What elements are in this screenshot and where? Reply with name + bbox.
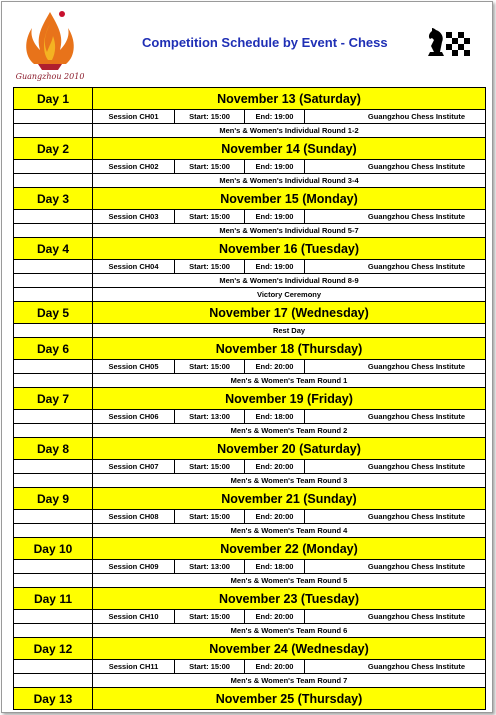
event-row <box>14 174 486 188</box>
blank-cell <box>14 424 93 438</box>
date-label: November 13 (Saturday) <box>93 88 486 110</box>
blank-cell <box>14 274 93 288</box>
event-name: Men's & Women's Individual Round 1-2 <box>93 124 486 138</box>
blank-cell <box>14 374 93 388</box>
event-name: Men's & Women's Team Round 6 <box>93 624 486 638</box>
session-row <box>14 260 486 274</box>
event-name: Men's & Women's Individual Round 5-7 <box>93 224 486 238</box>
day-header-row <box>14 638 486 660</box>
event-row <box>14 574 486 588</box>
blank-cell <box>14 474 93 488</box>
date-label: November 17 (Wednesday) <box>93 302 486 324</box>
event-name: Men's & Women's Team Round 7 <box>93 674 486 688</box>
day-label: Day 1 <box>14 88 93 110</box>
day-header-row <box>14 138 486 160</box>
date-label: November 21 (Sunday) <box>93 488 486 510</box>
event-row <box>14 374 486 388</box>
session-row <box>14 560 486 574</box>
start-time: Start: 13:00 <box>175 560 245 574</box>
date-label: November 18 (Thursday) <box>93 338 486 360</box>
event-name: Victory Ceremony <box>93 288 486 302</box>
start-time: Start: 15:00 <box>175 510 245 524</box>
chess-pictogram-icon <box>422 22 472 62</box>
blank-cell <box>14 410 93 424</box>
day-header-row <box>14 488 486 510</box>
date-label: November 22 (Monday) <box>93 538 486 560</box>
event-row <box>14 674 486 688</box>
start-time: Start: 15:00 <box>175 360 245 374</box>
session-code: Session CH05 <box>93 360 175 374</box>
asian-games-torch-logo <box>12 6 88 82</box>
venue-name: Guangzhou Chess Institute <box>305 160 486 174</box>
day-header-row <box>14 588 486 610</box>
end-time: End: 19:00 <box>245 110 305 124</box>
blank-cell <box>14 524 93 538</box>
start-time: Start: 15:00 <box>175 210 245 224</box>
blank-cell <box>14 160 93 174</box>
blank-cell <box>14 360 93 374</box>
day-header-row <box>14 238 486 260</box>
event-name: Men's & Women's Team Round 3 <box>93 474 486 488</box>
event-row <box>14 124 486 138</box>
venue-name: Guangzhou Chess Institute <box>305 460 486 474</box>
date-label: November 24 (Wednesday) <box>93 638 486 660</box>
venue-name: Guangzhou Chess Institute <box>305 410 486 424</box>
page-title: Competition Schedule by Event - Chess <box>142 35 388 50</box>
blank-cell <box>14 624 93 638</box>
day-header-row <box>14 88 486 110</box>
blank-cell <box>14 174 93 188</box>
day-label: Day 5 <box>14 302 93 324</box>
day-label: Day 9 <box>14 488 93 510</box>
session-code: Session CH08 <box>93 510 175 524</box>
blank-cell <box>14 110 93 124</box>
event-row <box>14 224 486 238</box>
venue-name: Guangzhou Chess Institute <box>305 360 486 374</box>
day-header-row <box>14 302 486 324</box>
date-label: November 25 (Thursday) <box>93 688 486 710</box>
event-name: Men's & Women's Team Round 2 <box>93 424 486 438</box>
event-name: Men's & Women's Team Round 1 <box>93 374 486 388</box>
venue-name: Guangzhou Chess Institute <box>305 210 486 224</box>
day-label: Day 13 <box>14 688 93 710</box>
blank-cell <box>14 674 93 688</box>
blank-cell <box>14 124 93 138</box>
session-code: Session CH04 <box>93 260 175 274</box>
date-label: November 23 (Tuesday) <box>93 588 486 610</box>
session-code: Session CH10 <box>93 610 175 624</box>
event-name: Rest Day <box>93 324 486 338</box>
day-header-row <box>14 438 486 460</box>
session-row <box>14 610 486 624</box>
start-time: Start: 13:00 <box>175 410 245 424</box>
session-row <box>14 210 486 224</box>
event-name: Men's & Women's Individual Round 3-4 <box>93 174 486 188</box>
session-row <box>14 660 486 674</box>
event-row <box>14 424 486 438</box>
end-time: End: 20:00 <box>245 510 305 524</box>
start-time: Start: 15:00 <box>175 160 245 174</box>
session-row <box>14 460 486 474</box>
day-label: Day 8 <box>14 438 93 460</box>
end-time: End: 19:00 <box>245 260 305 274</box>
session-row <box>14 110 486 124</box>
end-time: End: 19:00 <box>245 160 305 174</box>
day-header-row <box>14 338 486 360</box>
start-time: Start: 15:00 <box>175 610 245 624</box>
event-row <box>14 324 486 338</box>
blank-cell <box>14 610 93 624</box>
session-row <box>14 160 486 174</box>
end-time: End: 20:00 <box>245 460 305 474</box>
event-row <box>14 524 486 538</box>
session-code: Session CH11 <box>93 660 175 674</box>
date-label: November 19 (Friday) <box>93 388 486 410</box>
blank-cell <box>14 288 93 302</box>
schedule-page <box>1 1 493 713</box>
date-label: November 20 (Saturday) <box>93 438 486 460</box>
day-label: Day 12 <box>14 638 93 660</box>
end-time: End: 20:00 <box>245 610 305 624</box>
event-row <box>14 624 486 638</box>
day-header-row <box>14 188 486 210</box>
end-time: End: 20:00 <box>245 360 305 374</box>
date-label: November 15 (Monday) <box>93 188 486 210</box>
venue-name: Guangzhou Chess Institute <box>305 560 486 574</box>
start-time: Start: 15:00 <box>175 460 245 474</box>
schedule-table <box>13 87 486 710</box>
day-header-row <box>14 388 486 410</box>
venue-name: Guangzhou Chess Institute <box>305 610 486 624</box>
session-row <box>14 510 486 524</box>
session-row <box>14 410 486 424</box>
session-code: Session CH07 <box>93 460 175 474</box>
blank-cell <box>14 210 93 224</box>
event-row <box>14 474 486 488</box>
event-name: Men's & Women's Individual Round 8-9 <box>93 274 486 288</box>
end-time: End: 19:00 <box>245 210 305 224</box>
day-label: Day 7 <box>14 388 93 410</box>
end-time: End: 18:00 <box>245 560 305 574</box>
blank-cell <box>14 574 93 588</box>
blank-cell <box>14 260 93 274</box>
event-row <box>14 288 486 302</box>
event-name: Men's & Women's Team Round 5 <box>93 574 486 588</box>
session-row <box>14 360 486 374</box>
blank-cell <box>14 324 93 338</box>
event-row <box>14 274 486 288</box>
start-time: Start: 15:00 <box>175 260 245 274</box>
session-code: Session CH01 <box>93 110 175 124</box>
day-header-row <box>14 688 486 710</box>
venue-name: Guangzhou Chess Institute <box>305 110 486 124</box>
day-label: Day 4 <box>14 238 93 260</box>
blank-cell <box>14 560 93 574</box>
svg-text:Guangzhou 2010: Guangzhou 2010 <box>15 72 85 81</box>
start-time: Start: 15:00 <box>175 660 245 674</box>
end-time: End: 18:00 <box>245 410 305 424</box>
date-label: November 16 (Tuesday) <box>93 238 486 260</box>
day-label: Day 3 <box>14 188 93 210</box>
event-name: Men's & Women's Team Round 4 <box>93 524 486 538</box>
date-label: November 14 (Sunday) <box>93 138 486 160</box>
day-header-row <box>14 538 486 560</box>
venue-name: Guangzhou Chess Institute <box>305 510 486 524</box>
page-header <box>2 2 492 86</box>
blank-cell <box>14 460 93 474</box>
session-code: Session CH09 <box>93 560 175 574</box>
day-label: Day 6 <box>14 338 93 360</box>
start-time: Start: 15:00 <box>175 110 245 124</box>
session-code: Session CH06 <box>93 410 175 424</box>
end-time: End: 20:00 <box>245 660 305 674</box>
day-label: Day 2 <box>14 138 93 160</box>
venue-name: Guangzhou Chess Institute <box>305 660 486 674</box>
blank-cell <box>14 510 93 524</box>
blank-cell <box>14 660 93 674</box>
session-code: Session CH02 <box>93 160 175 174</box>
blank-cell <box>14 224 93 238</box>
day-label: Day 11 <box>14 588 93 610</box>
venue-name: Guangzhou Chess Institute <box>305 260 486 274</box>
day-label: Day 10 <box>14 538 93 560</box>
session-code: Session CH03 <box>93 210 175 224</box>
